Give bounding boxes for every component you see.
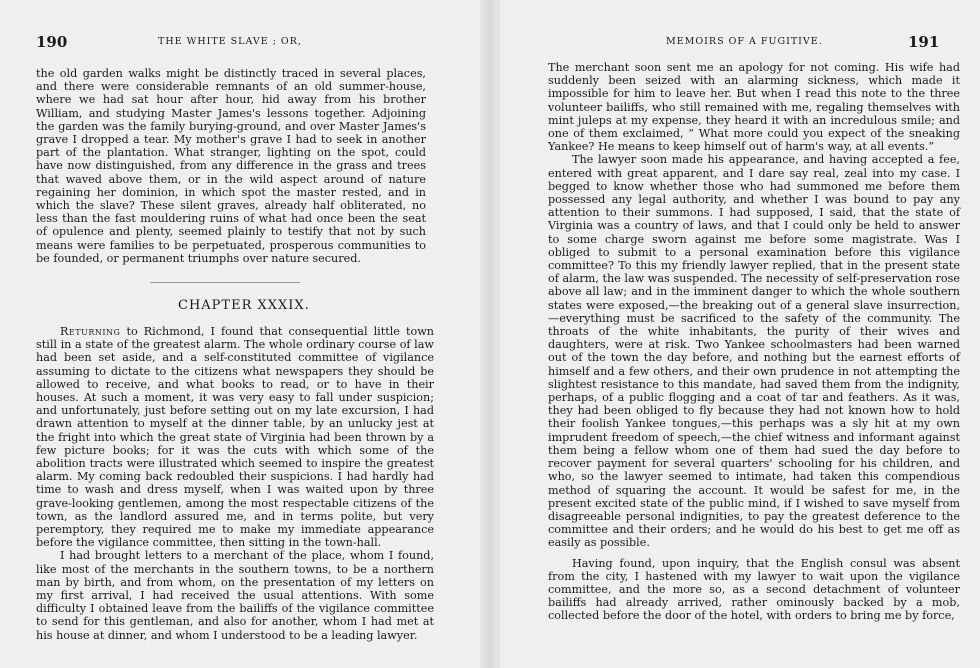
left-page-number: 190 <box>36 33 68 51</box>
chapter-first-word: Returning <box>60 325 121 338</box>
chapter-paragraph-1-text: to Richmond, I found that consequential little town still in a state of the greatest alarm. The whole ordinary course of law had been set aside, and a self-constituted committee of vigilance assuming to dictate to the citizens what newspapers they should be allowed to receive, and what books to read, or to have in their houses. At such a moment, it was very easy to fall under suspicion; and unfortunately, just before setting out on my late excursion, I had drawn attention to myself at the dinner table, by an unlucky jest at the fright into which the great state of Virginia had been thrown by a few picture books; for it was the cuts with which some of the abolition tracts were illustrated which seemed to inspire the greatest alarm. My coming back redoubled their suspicions. I had hardly had time to wash and dress myself, when I was waited upon by three grave-looking gentlemen, among the most respectable citizens of the town, as the landlord assured me, and in terms polite, but very peremptory, they required me to make my immediate appearance before the vigilance committee, then sitting in the town-hall. <box>36 325 434 550</box>
chapter-body <box>36 325 434 642</box>
right-page-number: 191 <box>908 33 940 51</box>
paragraph-gap <box>548 550 960 557</box>
left-running-head: THE WHITE SLAVE ; OR, <box>158 36 302 47</box>
right-page <box>498 0 980 668</box>
right-running-head: MEMOIRS OF A FUGITIVE. <box>666 36 823 47</box>
right-paragraph-2: The lawyer soon made his appearance, and having accepted a fee, entered with great apparent, and I dare say real, zeal into my case. I begged to know whether those who had summoned me before them possessed any legal authority, and whether I was bound to pay any attention to their summons. I had supposed, I said, that the state of Virginia was a country of laws, and that I could only be held to answer to some charge sworn against me before some magistrate. Was I obliged to submit to a personal examination before this vigilance committee? To this my friendly lawyer replied, that in the present state of alarm, the law was suspended. The necessity of self-preservation rose above all law; and in the imminent danger to which the whole southern states were exposed,—the breaking out of a general slave insurrection,—everything must be sacrificed to the safety of the community. The throats of the white inhabitants, the purity of their wives and daughters, were at risk. Two Yankee schoolmasters had been warned out of the town the day before, and nothing but the earnest efforts of himself and a few others, and their own prudence in not attempting the slightest resistance to this mandate, had saved them from the indignity, perhaps, of a public flogging and a coat of tar and feathers. As it was, they had been obliged to fly because they had not known how to hold their foolish Yankee tongues,—this perhaps was a sly hit at my own imprudent freedom of speech,—the chief witness and informant against them being a fellow whom one of them had sued the day before to recover payment for several quarters' schooling for his children, and who, so the lawyer seemed to intimate, had taken this compendious method of squaring the account. It would be safest for me, in the present excited state of the public mind, if I wished to save myself from disagreeable personal indignities, to pay the greatest deference to the committee and their orders; and he would do his best to get me off as easily as possible. <box>548 153 960 550</box>
left-top-paragraph-text: the old garden walks might be distinctly traced in several places, and there were considerable remnants of an old summer-house, where we had sat hour after hour, hid away from his brother William, and studying Master James's lessons together. Adjoining the garden was the family burying-ground, and over Master James's grave I dropped a tear. My mother's grave I had to seek in another part of the plantation. What stranger, lighting on the spot, could have now distinguished, from any difference in the grass and trees that waved above them, or in the wild aspect around of nature regaining her dominion, in which spot the master rested, and in which the slave? These silent graves, already half obliterated, no less than the fast mouldering ruins of what had once been the seat of opulence and plenty, seemed plainly to testify that not by such means were families to be perpetuated, prosperous communities to be founded, or permanent triumphs over nature secured. <box>36 67 426 265</box>
right-body <box>548 61 960 623</box>
chapter-paragraph-2: I had brought letters to a merchant of the place, whom I found, like most of the merchants in the southern towns, to be a northern man by birth, and from whom, on the presentation of my letters on my first arrival, I had received the usual attentions. With some difficulty I obtained leave from the bailiffs of the vigilance committee to send for this gentleman, and also for another, whom I had met at his house at dinner, and whom I understood to be a leading lawyer. <box>36 549 434 642</box>
left-page <box>0 0 482 668</box>
right-paragraph-3: Having found, upon inquiry, that the English consul was absent from the city, I hastened with my lawyer to wait upon the vigilance committee, and the more so, as a second detachment of volunteer bailiffs had already arrived, rather ominously backed by a mob, collected before the door of the hotel, with orders to bring me by force, <box>548 556 960 623</box>
chapter-paragraph-1 <box>36 325 434 549</box>
right-paragraph-1: The merchant soon sent me an apology for not coming. His wife had suddenly been seized with an alarming sickness, which made it impossible for him to leave her. But when I read this note to the three volunteer bailiffs, who still remained with me, regaling themselves with mint juleps at my expense, they heard it with an incredulous smile; and one of them exclaimed, “ What more could you expect of the sneaking Yankee? He means to keep himself out of harm's way, at all events.” <box>548 61 960 154</box>
book-gutter <box>480 0 500 668</box>
chapter-title: CHAPTER XXXIX. <box>178 298 310 313</box>
section-divider <box>150 282 300 283</box>
left-top-paragraph <box>36 67 426 265</box>
